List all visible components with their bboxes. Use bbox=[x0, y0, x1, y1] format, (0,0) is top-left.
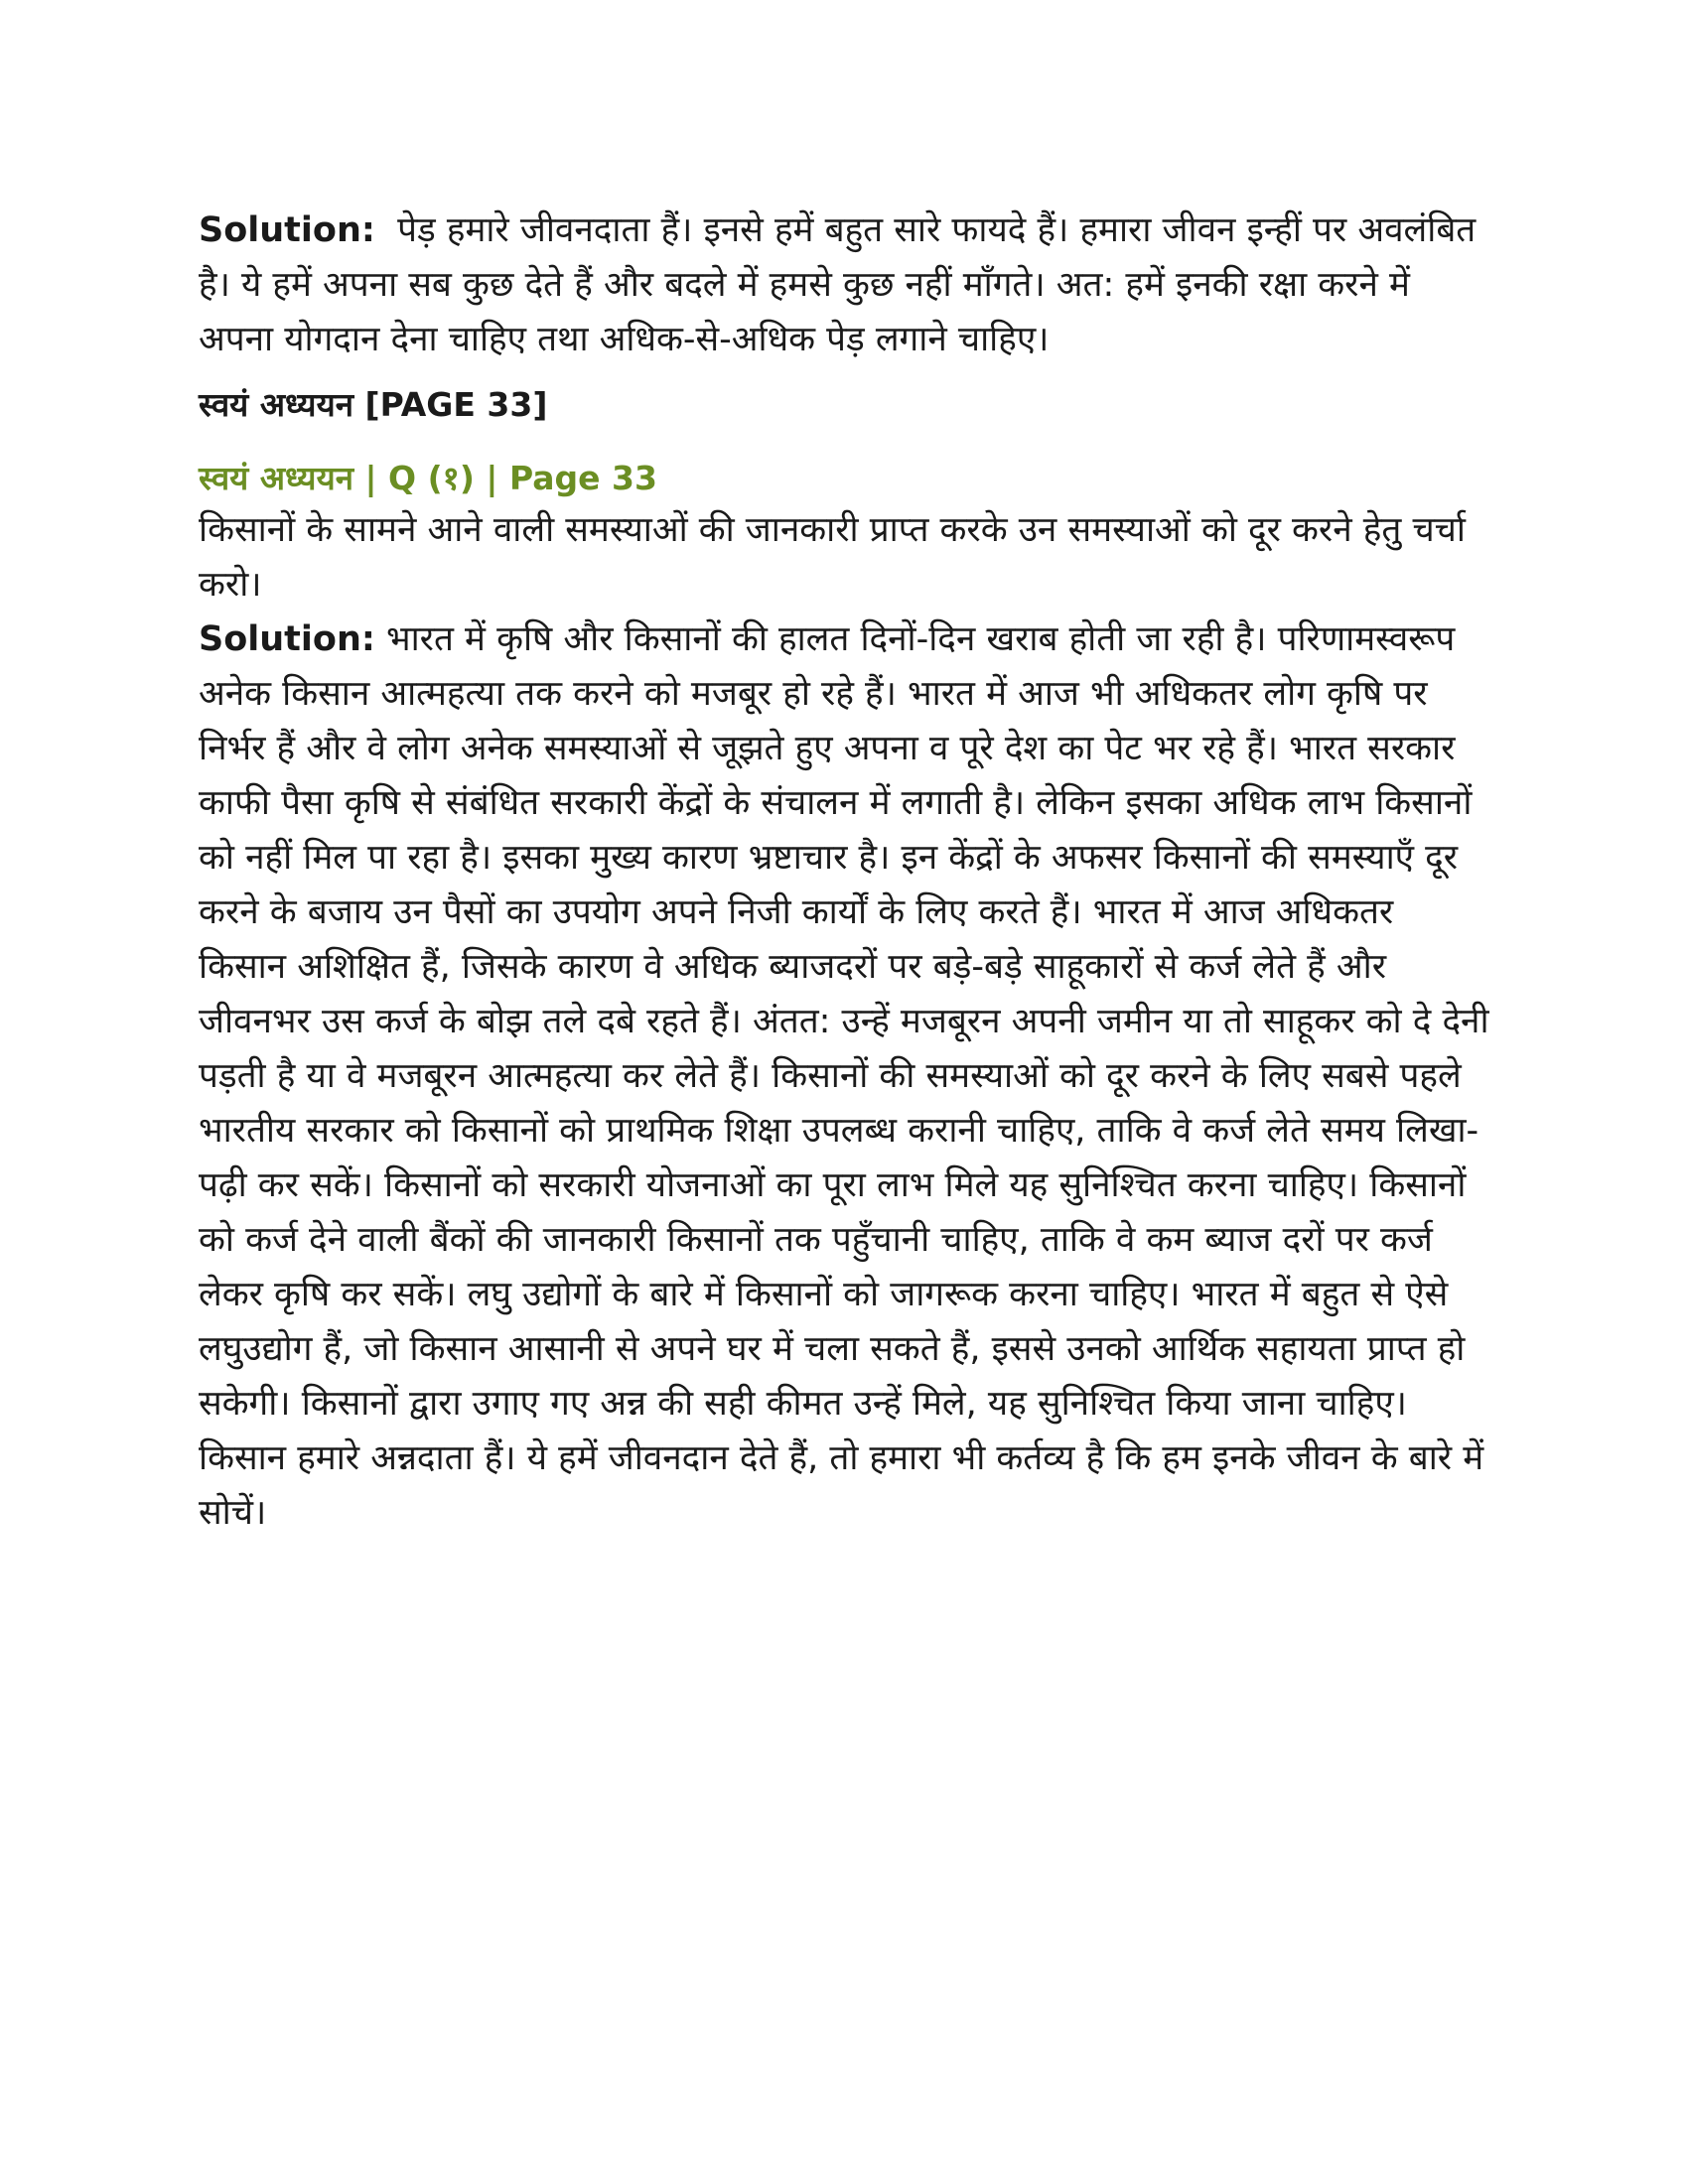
solution-text: पेड़ हमारे जीवनदाता हैं। इनसे हमें बहुत सारे फायदे हैं। हमारा जीवन इन्हीं पर अवलंबित है। ये हमें अपना सब कुछ देते हैं और बदले में हमसे कुछ नहीं माँगते। अत: हमें इनकी रक्षा करने में अपना योगदान देना चाहिए तथा अधिक-से-अधिक पेड़ लगाने चाहिए। bbox=[199, 210, 1477, 359]
question-heading: स्वयं अध्ययन | Q (१) | Page 33 bbox=[199, 459, 657, 497]
solution-label: Solution: bbox=[199, 210, 375, 250]
solution-paragraph-2 bbox=[199, 613, 1489, 1541]
section-heading: स्वयं अध्ययन [PAGE 33] bbox=[199, 385, 548, 424]
solution-text: भारत में कृषि और किसानों की हालत दिनों-दिन खराब होती जा रही है। परिणामस्वरूप अनेक किसान आत्महत्या तक करने को मजबूर हो रहे हैं। भारत में आज भी अधिकतर लोग कृषि पर निर्भर हैं और वे लोग अनेक समस्याओं से जूझते हुए अपना व पूरे देश का पेट भर रहे हैं। भारत सरकार काफी पैसा कृषि से संबंधित सरकारी केंद्रों के संचालन में लगाती है। लेकिन इसका अधिक लाभ किसानों को नहीं मिल पा रहा है। इसका मुख्य कारण भ्रष्टाचार है। इन केंद्रों के अफसर किसानों की समस्याएँ दूर करने के बजाय उन पैसों का उपयोग अपने निजी कार्यों के लिए करते हैं। भारत में आज अधिकतर किसान अशिक्षित हैं, जिसके कारण वे अधिक ब्याजदरों पर बड़े-बड़े साहूकारों से कर्ज लेते हैं और जीवनभर उस कर्ज के बोझ तले दबे रहते हैं। अंतत: उन्हें मजबूरन अपनी जमीन या तो साहूकर को दे देनी पड़ती है या वे मजबूरन आत्महत्या कर लेते हैं। किसानों की समस्याओं को दूर करने के लिए सबसे पहले भारतीय सरकार को किसानों को प्राथमिक शिक्षा उपलब्ध करानी चाहिए, ताकि वे कर्ज लेते समय लिखा-पढ़ी कर सकें। किसानों को सरकारी योजनाओं का पूरा लाभ मिले यह सुनिश्चित करना चाहिए। किसानों को कर्ज देने वाली बैंकों की जानकारी किसानों तक पहुँचानी चाहिए, ताकि वे कम ब्याज दरों पर कर्ज लेकर कृषि कर सकें। लघु उद्योगों के बारे में किसानों को जागरूक करना चाहिए। भारत में बहुत से ऐसे लघुउद्योग हैं, जो किसान आसानी से अपने घर में चला सकते हैं, इससे उनको आर्थिक सहायता प्राप्त हो सकेगी। किसानों द्वारा उगाए गए अन्न की सही कीमत उन्हें मिले, यह सुनिश्चित किया जाना चाहिए। किसान हमारे अन्नदाता हैं। ये हमें जीवनदान देते हैं, तो हमारा भी कर्तव्य है कि हम इनके जीवन के बारे में सोचें। bbox=[199, 619, 1489, 1533]
document-page bbox=[199, 204, 1489, 1541]
question-text: किसानों के सामने आने वाली समस्याओं की जानकारी प्राप्त करके उन समस्याओं को दूर करने हेतु चर्चा करो। bbox=[199, 510, 1466, 605]
solution-paragraph-1 bbox=[199, 204, 1489, 367]
solution-label: Solution: bbox=[199, 619, 375, 659]
